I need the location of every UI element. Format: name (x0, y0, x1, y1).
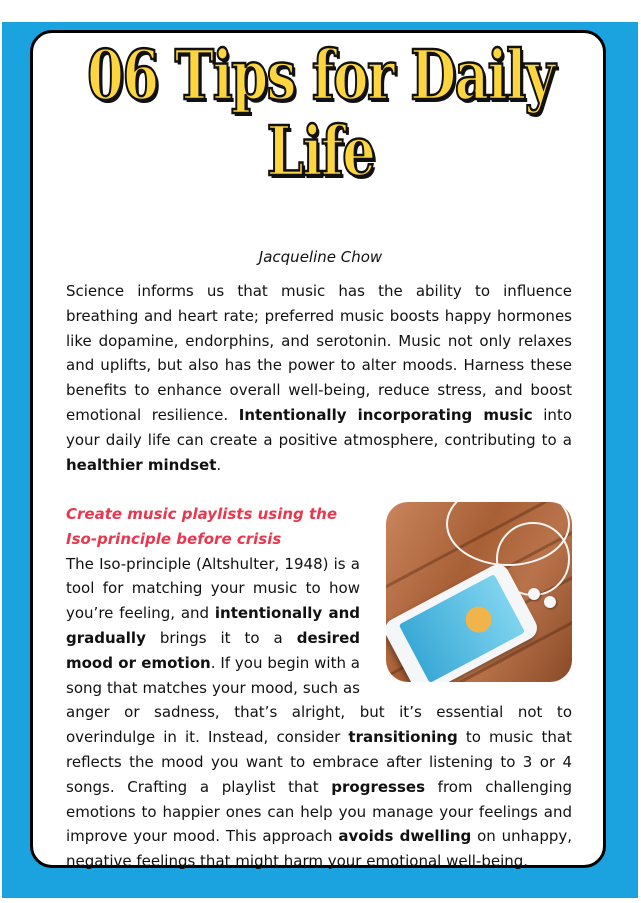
intro-text-1: Science informs us that music has the ability to influence breathing and heart rate; preferred music boosts happy hormones like dopamine, endorphins, and serotonin. Music not only relaxes and uplifts, but also has the power to alter moods. Harness these benefits to enhance overall well-being, reduce stress, and boost emotional resilience. (66, 282, 572, 424)
section-text-6: on unhappy, negative feelings that might harm your emotional well-being. (66, 827, 573, 871)
page-title: 06 Tips for Daily Life (87, 36, 554, 192)
intro-text-2: into your daily life can create a positive atmosphere, contributing to a (66, 405, 572, 449)
intro-text-3: . (216, 455, 222, 474)
section-heading: Create music playlists using the Iso-principle before crisis (66, 505, 338, 548)
section-bold-2: desired mood or emotion (66, 628, 360, 672)
iso-principle-section (66, 502, 572, 874)
intro-paragraph (66, 279, 572, 477)
section-bold-5: avoids dwelling (338, 827, 472, 846)
intro-bold-2: healthier mindset (66, 455, 217, 474)
section-text-5: from challenging emotions to happier ones can help you manage your feelings and improve your mood. This approach (66, 777, 572, 846)
phone-with-earphones-image (386, 502, 572, 682)
section-text-4: to music that reflects the mood you want to embrace after listening to 3 or 4 songs. Crafting a playlist that (66, 728, 572, 796)
section-text-3: . If you begin with a song that matches your mood, such as anger or sadness, that’s alright, but it’s essential not to overindulge in it. Instead, consider (66, 653, 572, 747)
intro-bold-1: Intentionally incorporating music (238, 405, 533, 424)
section-bold-1: intentionally and gradually (66, 604, 360, 647)
section-text-1: The Iso-principle (Altshulter, 1948) is a tool for matching your music to how you’re feeling, and (66, 554, 360, 623)
section-text-2: brings it to a (145, 628, 297, 647)
section-bold-3: transitioning (348, 728, 458, 747)
section-bold-4: progresses (331, 777, 426, 796)
author-name: Jacqueline Chow (258, 248, 383, 266)
